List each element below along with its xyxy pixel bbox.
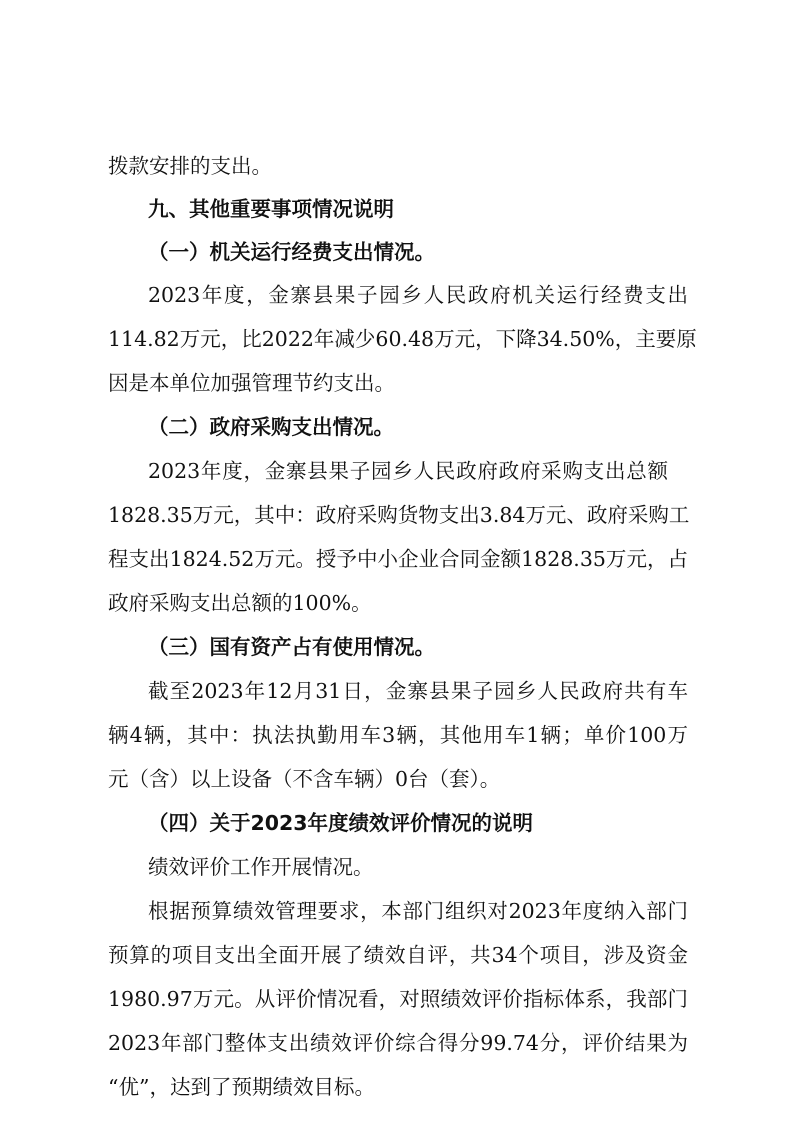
paragraph-line: 元（含）以上设备（不含车辆）0台（套）。 [108,767,501,791]
paragraph-line: 绩效评价工作开展情况。 [148,855,374,879]
subsection-heading: （四）关于2023年度绩效评价情况的说明 [148,811,534,835]
paragraph-line: 辆4辆，其中：执法执勤用车3辆，其他用车1辆；单价100万 [108,723,688,747]
paragraph-line: 1980.97万元。从评价情况看，对照绩效评价指标体系，我部门 [108,987,688,1011]
subsection-heading: （二）政府采购支出情况。 [148,415,394,439]
paragraph-line: 截至2023年12月31日，金寨县果子园乡人民政府共有车 [148,679,688,703]
paragraph-line: 114.82万元，比2022年减少60.48万元，下降34.50%，主要原 [108,327,697,351]
paragraph-line: 2023年度，金寨县果子园乡人民政府机关运行经费支出 [148,283,688,307]
paragraph-line: 拨款安排的支出。 [108,154,272,178]
subsection-heading: （三）国有资产占有使用情况。 [148,635,435,659]
subsection-heading: （一）机关运行经费支出情况。 [148,240,435,264]
paragraph-line: “优”，达到了预期绩效目标。 [108,1075,375,1099]
paragraph-line: 政府采购支出总额的100%。 [108,591,372,615]
paragraph-line: 根据预算绩效管理要求，本部门组织对2023年度纳入部门 [148,899,688,923]
paragraph-line: 因是本单位加强管理节约支出。 [108,371,395,395]
paragraph-line: 程支出1824.52万元。授予中小企业合同金额1828.35万元，占 [108,547,688,571]
paragraph-line: 1828.35万元，其中：政府采购货物支出3.84万元、政府采购工 [108,503,690,527]
paragraph-line: 预算的项目支出全面开展了绩效自评，共34个项目，涉及资金 [108,943,688,967]
section-heading: 九、其他重要事项情况说明 [148,197,394,221]
paragraph-line: 2023年度，金寨县果子园乡人民政府政府采购支出总额 [148,459,668,483]
paragraph-line: 2023年部门整体支出绩效评价综合得分99.74分，评价结果为 [108,1031,688,1055]
